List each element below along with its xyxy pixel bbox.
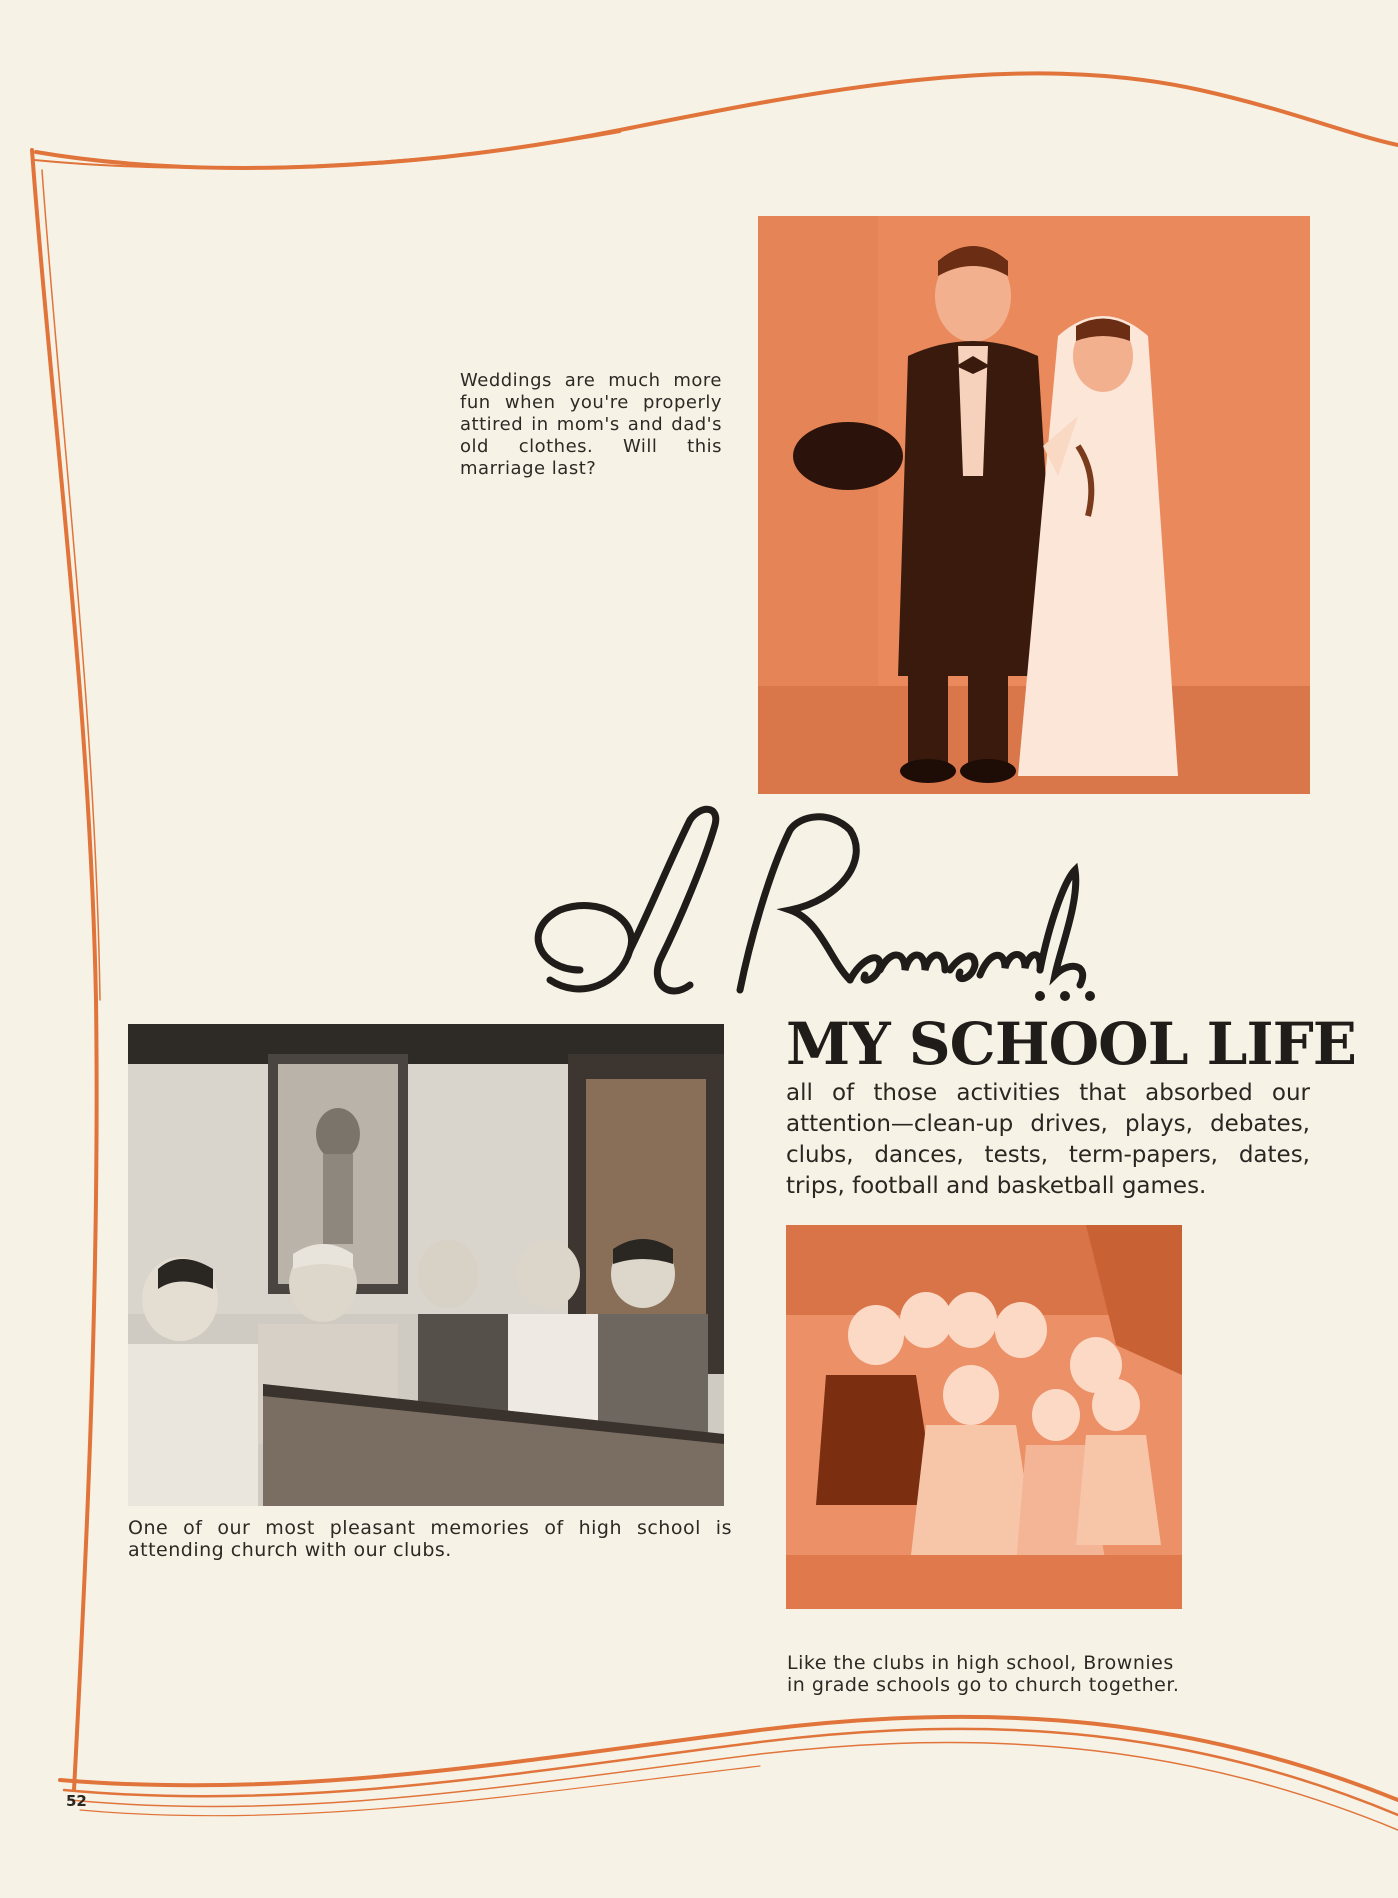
wedding-photo: [758, 216, 1310, 794]
brownies-photo-caption: Like the clubs in high school, Brownies in grade schools go to church together.: [787, 1652, 1180, 1696]
brownies-photo: [786, 1225, 1182, 1609]
church-photo-caption: One of our most pleasant memories of high school is attending church with our clubs.: [128, 1517, 732, 1561]
section-heading: MY SCHOOL LIFE: [786, 1010, 1356, 1078]
page-number: 52: [66, 1792, 87, 1810]
wedding-photo-caption: Weddings are much more fun when you're properly attired in mom's and dad's old clothes. Will this marriage last?: [460, 370, 722, 479]
intro-paragraph: all of those activities that absorbed our attention—clean-up drives, plays, debates, clubs, dances, tests, term-papers, dates, trips, football and basketball games.: [786, 1080, 1310, 1199]
i-remember-script-title: [520, 800, 1120, 1020]
church-photo: [128, 1024, 724, 1506]
